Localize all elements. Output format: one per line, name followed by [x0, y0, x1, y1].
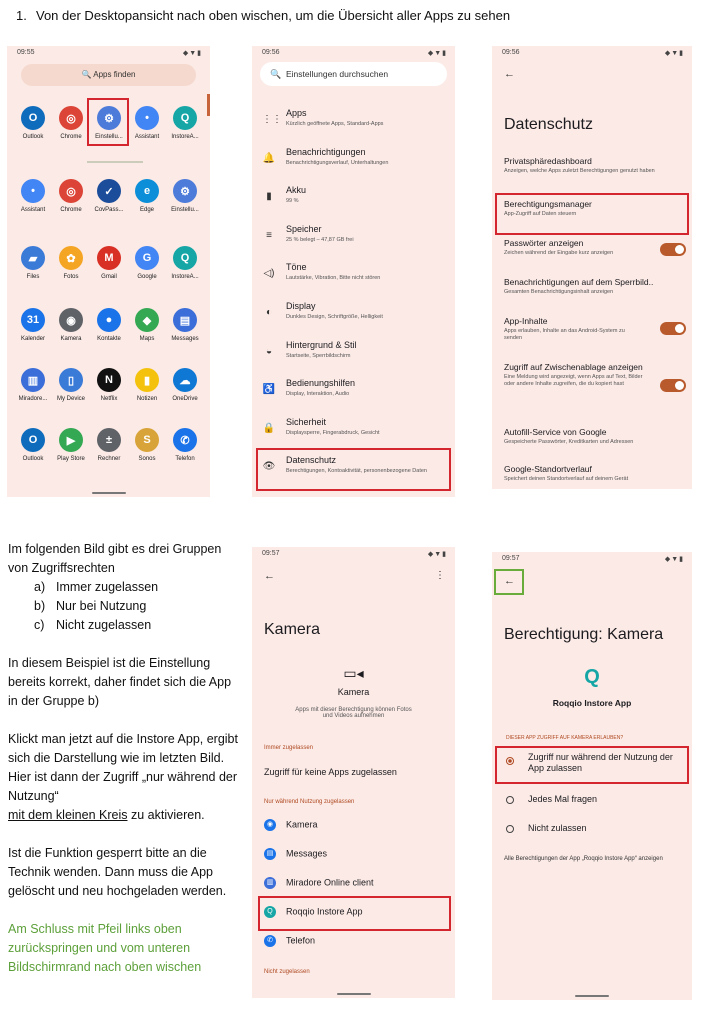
camera-app-item[interactable]: ▤ Messages: [264, 848, 327, 860]
app-label: Play Store: [57, 456, 85, 462]
app-icon: ◉: [264, 819, 276, 831]
permission-group-item: a) Immer zugelassen: [34, 580, 159, 594]
all-permissions-link[interactable]: Alle Berechtigungen der App „Roqqio Instore App“ anzeigen: [504, 856, 663, 862]
app-icon: N: [97, 368, 121, 392]
privacy-item-title: Zugriff auf Zwischenablage anzeigen: [504, 362, 643, 372]
screenshot-camera-permission: [252, 547, 455, 998]
settings-item-subtitle: Kürzlich geöffnete Apps, Standard-Apps: [286, 121, 384, 127]
settings-item-subtitle: 99 %: [286, 198, 299, 205]
permission-group-item: b) Nur bei Nutzung: [34, 599, 147, 613]
settings-item[interactable]: [252, 376, 455, 412]
app-icon: ▰: [21, 246, 45, 270]
screenshot-app-drawer: [7, 46, 210, 497]
app-icon: ●: [97, 308, 121, 332]
privacy-item-subtitle: Gesamten Benachrichtigungsinhalt anzeigen: [504, 289, 614, 295]
settings-item-title: Hintergrund & Stil: [286, 339, 357, 350]
app-icon-tile[interactable]: [13, 106, 53, 140]
app-icon: Q: [173, 106, 197, 130]
app-icon: ◎: [59, 106, 83, 130]
settings-item[interactable]: [252, 183, 455, 219]
highlight-back-arrow: [494, 569, 524, 595]
app-icon: ±: [97, 428, 121, 452]
app-icon-tile[interactable]: [89, 368, 129, 402]
app-icon-tile[interactable]: [165, 106, 205, 140]
app-label: OneDrive: [172, 396, 198, 402]
settings-item[interactable]: [252, 222, 455, 258]
app-icon-tile[interactable]: [89, 428, 129, 462]
settings-item-title: Datenschutz: [286, 455, 337, 466]
search-icon: 🔍: [270, 69, 282, 79]
page-title: Berechtigung: Kamera: [504, 626, 664, 643]
privacy-item[interactable]: [504, 277, 680, 296]
settings-item-subtitle: Display, Interaktion, Audio: [286, 391, 350, 398]
app-icon-tile[interactable]: [165, 246, 205, 280]
app-icon: ◎: [59, 179, 83, 203]
camera-app-item[interactable]: Q Roqqio Instore App: [264, 906, 363, 918]
nav-handle[interactable]: [92, 492, 126, 494]
highlight-privacy-item: [256, 448, 451, 491]
app-label: Kalender: [20, 336, 46, 342]
settings-item-title: Display: [286, 301, 316, 311]
app-icon-tile[interactable]: [51, 246, 91, 280]
app-label: Sonos: [138, 456, 156, 462]
settings-item-subtitle: Displaysperre, Fingerabdruck, Gesicht: [286, 429, 380, 436]
privacy-item[interactable]: [504, 316, 680, 342]
status-bar: 09:56 ◆▼▮: [502, 49, 684, 57]
app-label: Einstellu...: [171, 207, 199, 213]
highlight-while-using-option: [495, 746, 689, 784]
app-label: Edge: [139, 207, 154, 213]
app-label: Outlook: [22, 456, 44, 462]
app-icon-tile[interactable]: [13, 428, 53, 462]
settings-item[interactable]: [252, 338, 455, 374]
app-icon: •: [21, 179, 45, 203]
app-icon-tile[interactable]: [13, 246, 53, 280]
app-icon: ⚙: [97, 106, 121, 130]
app-icon: ▥: [264, 877, 276, 889]
app-label: Chrome: [60, 134, 82, 140]
settings-item[interactable]: [252, 106, 455, 142]
app-label: Fotos: [63, 274, 79, 280]
privacy-item-title: Privatsphäredashboard: [504, 156, 592, 166]
settings-item[interactable]: [252, 260, 455, 296]
app-name: Roqqio Instore App: [552, 698, 632, 708]
screenshot-settings: [252, 46, 455, 497]
toggle-app-content[interactable]: [660, 322, 686, 335]
camera-icon: ▭◂: [343, 665, 364, 681]
app-icon: O: [21, 106, 45, 130]
privacy-item-subtitle: Zeichen während der Eingabe kurz anzeigen: [504, 250, 614, 256]
app-label: Kamera: [60, 336, 82, 342]
app-icon-tile[interactable]: [13, 308, 53, 342]
settings-item-icon: ◐: [265, 307, 273, 318]
option-while-using[interactable]: Zugriff nur während der Nutzung der App zulassen: [506, 752, 674, 774]
privacy-item[interactable]: [504, 156, 680, 175]
app-icon-tile[interactable]: [127, 428, 167, 462]
privacy-item[interactable]: [504, 238, 680, 257]
privacy-item[interactable]: [504, 362, 680, 388]
app-icon: Q: [264, 906, 276, 918]
app-icon: ☁: [173, 368, 197, 392]
more-options-icon[interactable]: ⋮: [435, 570, 445, 581]
settings-item-title: Sicherheit: [286, 416, 327, 427]
app-label: Outlook: [22, 134, 44, 140]
privacy-item-title: Google-Standortverlauf: [504, 464, 592, 474]
settings-item-icon: ▮: [266, 191, 272, 203]
settings-item[interactable]: [252, 415, 455, 451]
app-icon: ✆: [264, 935, 276, 947]
no-apps-allowed: Zugriff für keine Apps zugelassen: [264, 767, 397, 777]
settings-item-icon: ⋮⋮: [262, 114, 282, 125]
app-icon: •: [135, 106, 159, 130]
settings-item[interactable]: [252, 145, 455, 181]
apps-search-bar[interactable]: 🔍 Apps finden: [21, 64, 196, 86]
app-icon-tile[interactable]: [89, 179, 129, 213]
camera-app-item[interactable]: ◉ Kamera: [264, 819, 318, 831]
app-icon-tile[interactable]: [51, 308, 91, 342]
privacy-item-subtitle: Gespeicherte Passwörter, Kreditkarten und Adressen: [504, 439, 634, 445]
app-icon: M: [97, 246, 121, 270]
settings-item-subtitle: Benachrichtigungsverlauf, Unterhaltungen: [286, 159, 389, 166]
app-label: Messages: [171, 336, 199, 342]
option-ask-every-time[interactable]: Jedes Mal fragen: [506, 794, 597, 804]
privacy-item-title: Berechtigungsmanager: [504, 199, 592, 209]
toggle-passwords[interactable]: [660, 243, 686, 256]
app-icon: ⚙: [173, 179, 197, 203]
settings-search-input[interactable]: 🔍 Einstellungen durchsuchen: [260, 62, 447, 86]
app-icon-tile[interactable]: [165, 308, 205, 342]
privacy-item[interactable]: [504, 464, 680, 483]
settings-item-title: Töne: [286, 262, 307, 273]
app-label: Assistant: [134, 134, 160, 140]
app-icon-tile[interactable]: [51, 106, 91, 140]
app-icon-tile[interactable]: [89, 308, 129, 342]
app-icon: ▶: [59, 428, 83, 452]
permission-question: DIESER APP ZUGRIFF AUF KAMERA ERLAUBEN?: [506, 735, 624, 741]
category-while-using: Nur während Nutzung zugelassen: [264, 799, 355, 805]
app-icon: S: [135, 428, 159, 452]
settings-item-icon: ◒: [265, 345, 273, 357]
highlight-permission-manager: [495, 193, 689, 235]
app-icon-tile[interactable]: [51, 368, 91, 402]
app-icon: ▯: [59, 368, 83, 392]
app-label: My Device: [56, 396, 85, 402]
privacy-item-subtitle: Speichert deinen Standortverlauf auf deinem Gerät: [504, 476, 629, 482]
scroll-indicator[interactable]: [207, 94, 210, 116]
instruction-heading: 1. Von der Desktopansicht nach oben wischen, um die Übersicht aller Apps zu sehen: [16, 8, 511, 23]
app-label: Google: [137, 274, 157, 280]
app-icon: ▮: [135, 368, 159, 392]
app-label: Notizen: [136, 396, 158, 402]
app-label: Files: [26, 274, 40, 280]
highlight-settings-app: [87, 98, 129, 146]
app-label: Netflix: [100, 396, 118, 402]
camera-description: Apps mit dieser Berechtigung können Fotos und Videos aufnehmen: [295, 707, 412, 719]
settings-item-icon: 🔔: [262, 152, 276, 164]
settings-item-title: Bedienungshilfen: [286, 378, 356, 389]
settings-item-title: Akku: [286, 185, 307, 196]
app-icon-tile[interactable]: [127, 246, 167, 280]
option-deny[interactable]: Nicht zulassen: [506, 823, 587, 833]
screenshot-privacy: [492, 46, 692, 489]
privacy-item-title: Benachrichtigungen auf dem Sperrbild..: [504, 277, 654, 287]
camera-app-item[interactable]: ✆ Telefon: [264, 935, 315, 947]
settings-item-subtitle: Lautstärke, Vibration, Bitte nicht stören: [286, 275, 381, 282]
settings-item-subtitle: 25 % belegt – 47,87 GB frei: [286, 236, 354, 243]
camera-app-item[interactable]: ▥ Miradore Online client: [264, 877, 374, 889]
settings-item-title: Apps: [286, 108, 307, 118]
page-title: Datenschutz: [504, 116, 593, 133]
status-bar: 09:57 ◆▼▮: [262, 550, 447, 558]
settings-item[interactable]: [252, 299, 455, 335]
category-denied: Nicht zugelassen: [264, 969, 310, 975]
settings-item-subtitle: Berechtigungen, Kontoaktivität, personenbezogene Daten: [286, 468, 427, 475]
nav-handle[interactable]: [575, 995, 609, 997]
privacy-item-subtitle: Apps erlauben, Inhalte an das Android-System zu senden: [504, 328, 625, 341]
settings-item-icon: ♿: [262, 384, 276, 396]
app-icon-tile[interactable]: [165, 368, 205, 402]
app-label: InstoreA...: [171, 134, 199, 140]
app-icon: ▥: [21, 368, 45, 392]
app-label: Einstellu...: [95, 134, 123, 140]
app-icon: G: [135, 246, 159, 270]
privacy-item-title: App-Inhalte: [504, 316, 548, 326]
privacy-item-title: Passwörter anzeigen: [504, 238, 584, 248]
app-icon-tile[interactable]: [165, 428, 205, 462]
toggle-clipboard[interactable]: [660, 379, 686, 392]
app-icon: e: [135, 179, 159, 203]
page-title: Kamera: [264, 621, 321, 638]
app-label: Chrome: [60, 207, 82, 213]
app-icon-tile[interactable]: [127, 106, 167, 140]
settings-item-icon: ≡: [266, 229, 272, 241]
app-icon: O: [21, 428, 45, 452]
app-label: Rechner: [97, 456, 121, 462]
app-icon-tile[interactable]: [165, 179, 205, 213]
settings-item-icon: ◁): [263, 268, 275, 280]
app-icon: ◆: [135, 308, 159, 332]
settings-item-subtitle: Dunkles Design, Schriftgröße, Helligkeit: [286, 314, 383, 320]
status-bar: 09:56 ◆▼▮: [262, 49, 447, 57]
settings-item-title: Speicher: [286, 223, 322, 234]
permission-group-item: c) Nicht zugelassen: [34, 618, 152, 632]
app-label: CovPass...: [94, 207, 124, 213]
divider: [87, 161, 143, 163]
permission-groups-list: [8, 578, 244, 635]
privacy-item[interactable]: [504, 427, 680, 446]
privacy-item-subtitle: Eine Meldung wird angezeigt, wenn Apps auf Text, Bilder oder andere Inhalte zugreifen, die du kopiert hast: [504, 374, 643, 387]
privacy-item-subtitle: App-Zugriff auf Daten steuern: [504, 211, 577, 217]
app-icon-tile[interactable]: [127, 179, 167, 213]
back-arrow-icon[interactable]: ←: [504, 68, 515, 80]
explanation-text: Im folgenden Bild gibt es drei Gruppen von Zugriffsrechten a) Immer zugelassen b) Nur bei Nutzung c) Nicht zugelassen In diesem Beispiel ist die Einstellung bereits korrekt, daher findet sich die App in der Gruppe b) Klickt man jetzt auf die Instore App, ergibt sich die Darstellung wie im letzten Bild. Hier ist dann der Zugriff „nur während der Nutzung“ mit dem kleinen Kreis zu aktivieren. Ist die Funktion gesperrt bitte an die Technik wenden. Dann muss die App gelöscht und neu hochgeladen werden. Am Schluss mit Pfeil links oben zurückspringen und vom unteren Bildschirmrand nach oben wischen: [8, 540, 244, 977]
app-icon: Q: [173, 246, 197, 270]
back-arrow-icon[interactable]: ←: [504, 575, 515, 587]
app-icon: ◉: [59, 308, 83, 332]
app-label: Miradore...: [18, 396, 48, 402]
status-bar: 09:55 ◆▼▮: [17, 49, 202, 57]
settings-item-icon: 🔒: [262, 422, 276, 434]
app-icon: 31: [21, 308, 45, 332]
app-icon-tile[interactable]: [127, 308, 167, 342]
app-icon-tile[interactable]: [51, 428, 91, 462]
app-label: Telefon: [175, 456, 195, 462]
app-icon-tile[interactable]: [89, 246, 129, 280]
camera-label: Kamera: [337, 687, 370, 697]
app-icon-tile[interactable]: [13, 179, 53, 213]
nav-handle[interactable]: [337, 993, 371, 995]
roqqio-logo-icon: Q: [584, 666, 600, 688]
app-label: InstoreA...: [171, 274, 199, 280]
settings-item-icon: 👁: [262, 461, 276, 473]
screenshot-permission-detail: [492, 552, 692, 1000]
app-icon-tile[interactable]: [13, 368, 53, 402]
app-icon: ✆: [173, 428, 197, 452]
settings-item-subtitle: Startseite, Sperrbildschirm: [286, 352, 351, 359]
status-bar: 09:57 ◆▼▮: [502, 555, 684, 563]
app-icon-tile[interactable]: [51, 179, 91, 213]
app-icon: ▤: [173, 308, 197, 332]
back-arrow-icon[interactable]: ←: [264, 570, 275, 582]
category-always: Immer zugelassen: [264, 745, 314, 751]
app-label: Assistant: [20, 207, 46, 213]
settings-item-title: Benachrichtigungen: [286, 146, 366, 157]
app-label: Maps: [139, 336, 155, 342]
highlight-roqqio-app: [258, 896, 451, 931]
privacy-item-subtitle: Anzeigen, welche Apps zuletzt Berechtigungen genutzt haben: [504, 168, 655, 174]
app-label: Kontakte: [97, 336, 121, 342]
app-icon: ▤: [264, 848, 276, 860]
app-icon: ✓: [97, 179, 121, 203]
app-icon-tile[interactable]: [127, 368, 167, 402]
privacy-item-title: Autofill-Service von Google: [504, 427, 607, 437]
app-icon: ✿: [59, 246, 83, 270]
app-label: Gmail: [101, 274, 117, 280]
